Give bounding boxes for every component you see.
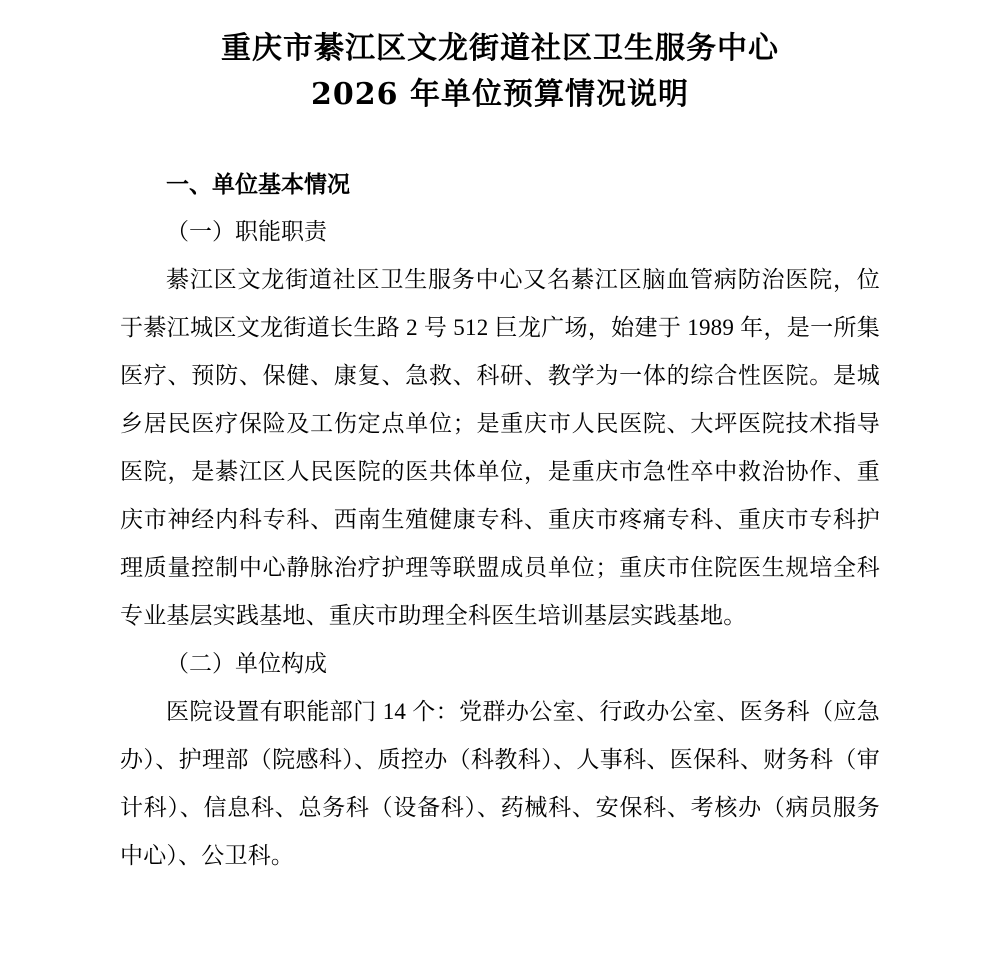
page-title-line-2: 2026 年单位预算情况说明 xyxy=(311,77,689,112)
paragraph-duties: 綦江区文龙街道社区卫生服务中心又名綦江区脑血管病防治医院，位于綦江城区文龙街道长生路 2 号 512 巨龙广场，始建于 1989 年，是一所集医疗、预防、保健、康复、急救、科研、教学为一体的综合性医院。是城乡居民医疗保险及工伤定点单位；是重庆市人民医院、大坪医院技术指导医院，是綦江区人民医院的医共体单位，是重庆市急性卒中救治协作、重庆市神经内科专科、西南生殖健康专科、重庆市疼痛专科、重庆市专科护理质量控制中心静脉治疗护理等联盟成员单位；重庆市住院医生规培全科专业基层实践基地、重庆市助理全科医生培训基层实践基地。 xyxy=(120,267,880,628)
subsection-heading-duties: （一）职能职责 xyxy=(166,219,327,244)
page-title-line-1: 重庆市綦江区文龙街道社区卫生服务中心 xyxy=(221,31,779,66)
section-heading-basic-info: 一、单位基本情况 xyxy=(166,171,350,198)
subsection-heading-composition: （二）单位构成 xyxy=(166,651,327,676)
page-title xyxy=(120,18,880,118)
paragraph-composition: 医院设置有职能部门 14 个：党群办公室、行政办公室、医务科（应急办）、护理部（院感科）、质控办（科教科）、人事科、医保科、财务科（审计科）、信息科、总务科（设备科）、药械科、安保科、考核办（病员服务中心）、公卫科。 xyxy=(120,699,880,868)
